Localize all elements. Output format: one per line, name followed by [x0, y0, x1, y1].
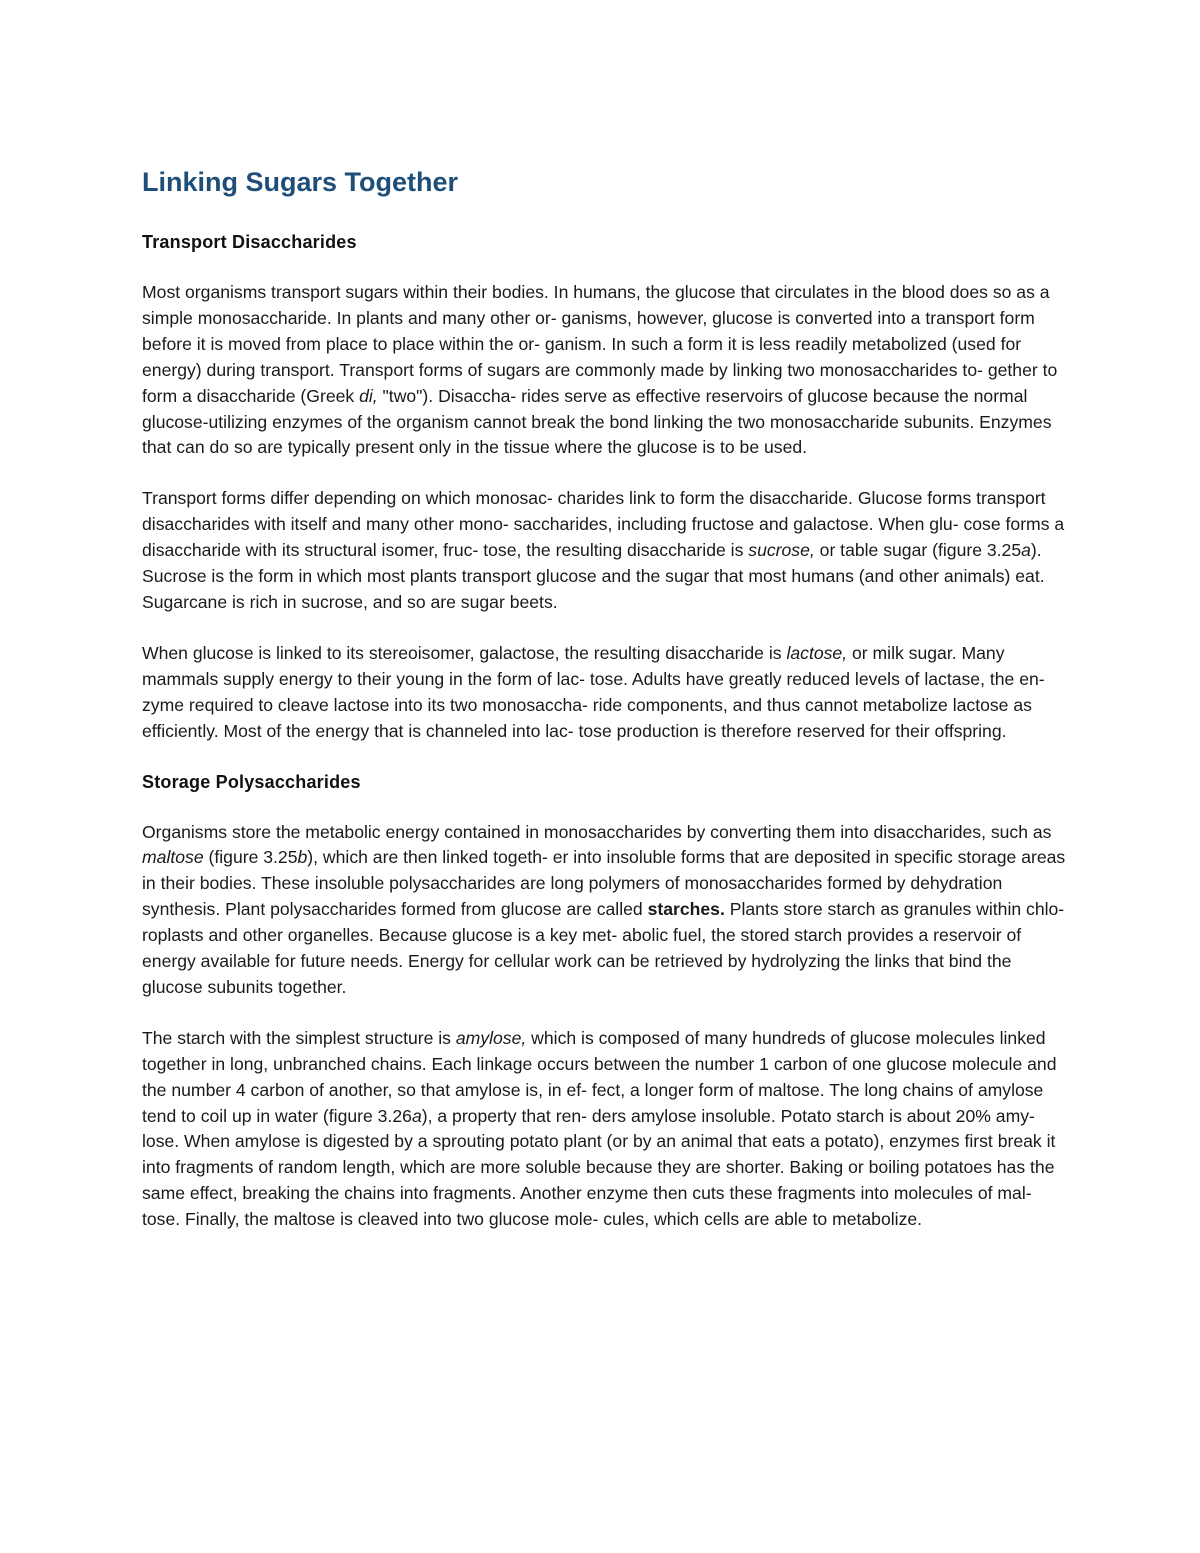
italic-term: di, — [359, 385, 378, 406]
text-run: "two"). Disaccha- rides serve as effective reservoirs of glucose because the normal glucose-utilizing enzymes of the organism cannot break the bond linking the two monosaccharide subunits. Enzymes that can do so are typically present only in the tissue where the glucose is to be used. — [142, 385, 1052, 458]
paragraph — [142, 280, 1067, 461]
text-run: which is composed of many hundreds of glucose molecules linked together in long, unbranched chains. Each linkage occurs between the number 1 carbon of one glucose molecule and the number 4 carbon of another, so that amylose is, in ef- fect, a longer form of maltose. The long chains of amylose tend to coil up in water (figure 3.26 — [142, 1027, 1057, 1126]
text-run: When glucose is linked to its stereoisomer, galactose, the resulting disaccharide is — [142, 642, 787, 663]
text-run: Organisms store the metabolic energy contained in monosaccharides by converting them into disaccharides, such as — [142, 821, 1052, 842]
section-heading: Transport Disaccharides — [142, 232, 357, 252]
text-run: Most organisms transport sugars within their bodies. In humans, the glucose that circulates in the blood does so as a simple monosaccharide. In plants and many other or- ganisms, however, glucose is converted into a transport form before it is moved from place to place within the or- ganism. In such a form it is less readily metabolized (used for energy) during transport. Transport forms of sugars are commonly made by linking two monosaccharides to- gether to form a disaccharide (Greek — [142, 282, 1058, 406]
section-storage-polysaccharides — [142, 770, 1067, 1234]
italic-term: amylose, — [455, 1027, 527, 1048]
text-run: ), a property that ren- ders amylose insoluble. Potato starch is about 20% amy- lose. When amylose is digested by a sprouting potato plant (or by an animal that eats a potato), enzymes first break it into fragments of random length, which are more soluble because they are shorter. Baking or boiling potatoes has the same effect, breaking the chains into fragments. Another enzyme then cuts these fragments into molecules of mal- tose. Finally, the maltose is cleaved into two glucose mole- cules, which cells are able to metabolize. — [142, 1105, 1056, 1230]
text-run: The starch with the simplest structure is — [142, 1027, 456, 1048]
paragraph — [142, 486, 1067, 616]
text-run: Transport forms differ depending on which monosac- charides link to form the disaccharide. Glucose forms transport disaccharides with itself and many other mono- saccharides, including fructose and galactose. When glu- cose forms a disaccharide with its structural isomer, fruc- tose, the resulting disaccharide is — [142, 488, 1065, 561]
section-heading: Storage Polysaccharides — [142, 771, 361, 792]
document-page — [142, 165, 1067, 1258]
bold-term: starches. — [647, 899, 725, 920]
italic-term: a — [411, 1105, 422, 1126]
text-run: (figure 3.25 — [203, 847, 298, 868]
text-run: or table sugar (figure 3.25 — [814, 540, 1022, 561]
paragraph — [142, 1026, 1067, 1233]
text-run: or milk sugar. Many mammals supply energy to their young in the form of lac- tose. Adults have greatly reduced levels of lactase, the en- zyme required to cleave lactose into its two monosaccha- ride components, and thus cannot metabolize lactose as efficiently. Most of the energy that is channeled into lac- tose production is therefore reserved for their offspring. — [142, 642, 1045, 741]
italic-term: sucrose, — [748, 540, 815, 561]
text-run: ), which are then linked togeth- er into insoluble forms that are deposited in specific storage areas in their bodies. These insoluble polysaccharides are long polymers of monosaccharides formed by dehydration synthesis. Plant polysaccharides formed from glucose are called — [142, 847, 1066, 920]
text-run: ). Sucrose is the form in which most plants transport glucose and the sugar that most humans (and other animals) eat. Sugarcane is rich in sucrose, and so are sugar beets. — [142, 540, 1045, 612]
paragraph — [142, 820, 1067, 1001]
italic-term: b — [297, 847, 308, 868]
text-run: Plants store starch as granules within chlo- roplasts and other organelles. Because glucose is a key met- abolic fuel, the stored starch provides a reservoir of energy available for future needs. Energy for cellular work can be retrieved by hydrolyzing the links that bind the glucose subunits together. — [142, 899, 1065, 997]
section-transport-disaccharides — [142, 230, 1067, 745]
italic-term: a — [1021, 540, 1031, 561]
paragraph — [142, 641, 1067, 745]
page-title: Linking Sugars Together — [142, 167, 459, 197]
italic-term: maltose — [142, 847, 204, 868]
italic-term: lactose, — [786, 642, 848, 663]
